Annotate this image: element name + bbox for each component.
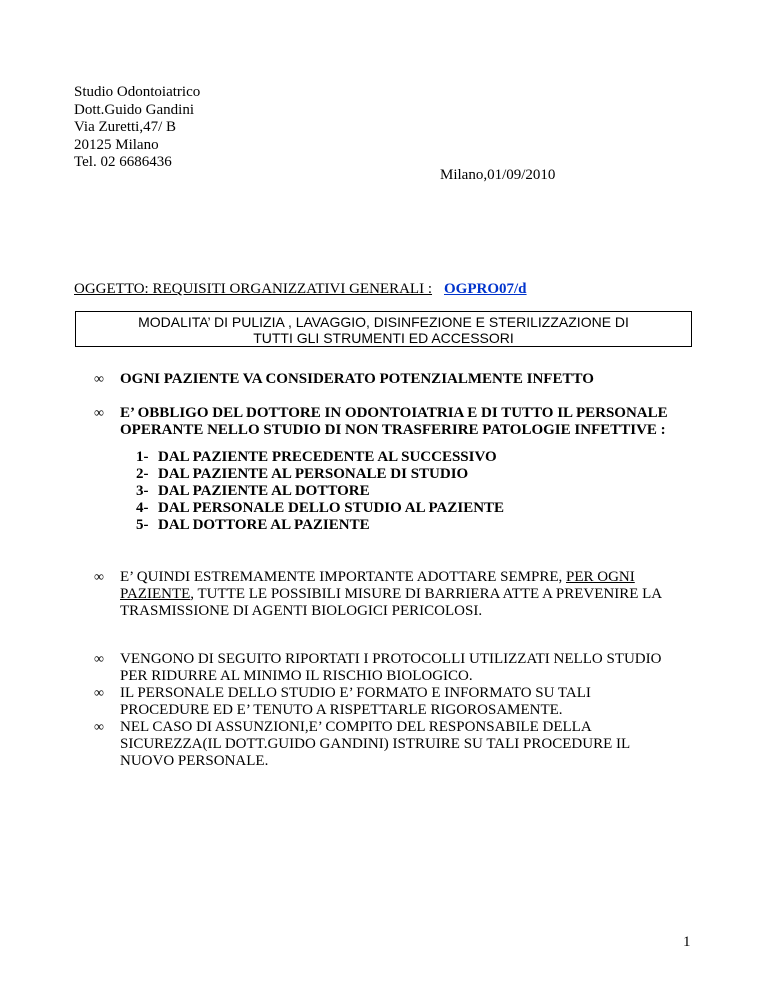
- bullet-item: [120, 685, 720, 719]
- document-code: OGPRO07/d: [444, 281, 527, 297]
- bullet-icon: ∞: [94, 720, 104, 735]
- bullet-icon: ∞: [94, 570, 104, 585]
- list-item: 2- DAL PAZIENTE AL PERSONALE DI STUDIO: [136, 466, 469, 482]
- subject-label: OGGETTO: REQUISITI ORGANIZZATIVI GENERALI :: [74, 281, 433, 297]
- bullet-text: OGNI PAZIENTE VA CONSIDERATO POTENZIALMENTE INFETTO: [120, 371, 594, 387]
- sender-name: Studio Odontoiatrico: [74, 84, 201, 100]
- list-item: 5- DAL DOTTORE AL PAZIENTE: [136, 517, 370, 533]
- sender-city: 20125 Milano: [74, 136, 159, 153]
- bullet-text: OPERANTE NELLO STUDIO DI NON TRASFERIRE PATOLOGIE INFETTIVE :: [120, 422, 666, 438]
- list-item: 4- DAL PERSONALE DELLO STUDIO AL PAZIENTE: [136, 500, 505, 516]
- bullet-text: IL PERSONALE DELLO STUDIO E’ FORMATO E INFORMATO SU TALI: [120, 685, 591, 701]
- title-line-2: TUTTI GLI STRUMENTI ED ACCESSORI: [253, 330, 514, 346]
- bullet-item: [120, 405, 720, 439]
- bullet-text: NUOVO PERSONALE.: [120, 753, 269, 769]
- bullet-item: [120, 651, 720, 685]
- bullet-text: PER RIDURRE AL MINIMO IL RISCHIO BIOLOGICO.: [120, 668, 473, 684]
- sender-address-block: [74, 84, 200, 172]
- title-line-1: MODALITA’ DI PULIZIA , LAVAGGIO, DISINFEZIONE E STERILIZZAZIONE DI: [138, 314, 629, 330]
- bullet-text: SICUREZZA(IL DOTT.GUIDO GANDINI) ISTRUIRE SU TALI PROCEDURE IL: [120, 736, 631, 752]
- sender-phone: Tel. 02 6686436: [74, 154, 172, 170]
- list-item: 3- DAL PAZIENTE AL DOTTORE: [136, 483, 370, 499]
- bullet-text: PAZIENTE, TUTTE LE POSSIBILI MISURE DI BARRIERA ATTE A PREVENIRE LA: [120, 586, 663, 602]
- bullet-icon: ∞: [94, 406, 104, 421]
- bullet-icon: ∞: [94, 372, 104, 387]
- bullet-item: [120, 719, 720, 770]
- numbered-list: [136, 449, 504, 534]
- document-date: Milano,01/09/2010: [440, 167, 556, 183]
- bullet-text: TRASMISSIONE DI AGENTI BIOLOGICI PERICOLOSI.: [120, 603, 483, 619]
- sender-street: Via Zuretti,47/ B: [74, 119, 176, 135]
- bullet-item: [120, 569, 720, 620]
- title-box: [75, 311, 692, 347]
- bullet-text: E’ QUINDI ESTREMAMENTE IMPORTANTE ADOTTARE SEMPRE, PER OGNI: [120, 569, 635, 585]
- sender-doctor: Dott.Guido Gandini: [74, 101, 194, 118]
- page-number: 1: [683, 934, 691, 950]
- bullet-text: NEL CASO DI ASSUNZIONI,E’ COMPITO DEL RESPONSABILE DELLA: [120, 719, 592, 735]
- bullet-text: E’ OBBLIGO DEL DOTTORE IN ODONTOIATRIA E DI TUTTO IL PERSONALE: [120, 405, 668, 421]
- bullet-text: PROCEDURE ED E’ TENUTO A RISPETTARLE RIGOROSAMENTE.: [120, 702, 563, 718]
- list-item: 1- DAL PAZIENTE PRECEDENTE AL SUCCESSIVO: [136, 449, 497, 465]
- subject-line: [74, 281, 527, 298]
- bullet-item: [120, 371, 720, 388]
- bullet-text: VENGONO DI SEGUITO RIPORTATI I PROTOCOLLI UTILIZZATI NELLO STUDIO: [120, 651, 662, 667]
- bullet-icon: ∞: [94, 686, 104, 701]
- bullet-icon: ∞: [94, 652, 104, 667]
